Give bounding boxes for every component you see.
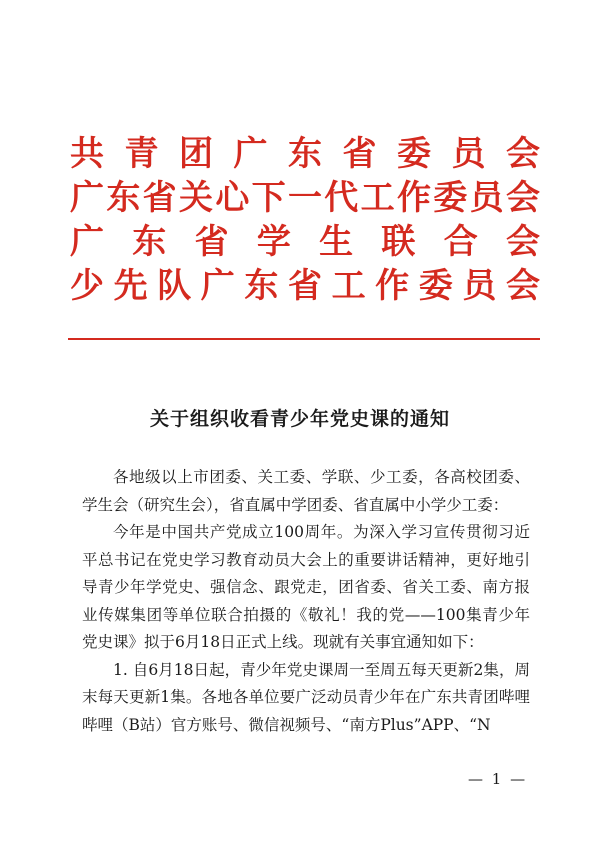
org-line-4: 少 先 队 广 东 省 工 作 委 员 会	[70, 266, 540, 306]
issuing-organizations	[70, 132, 540, 308]
org-line-3: 广 东 省 学 生 联 合 会	[70, 222, 540, 262]
red-divider	[68, 338, 540, 340]
salutation: 各地级以上市团委、关工委、学联、少工委，各高校团委、学生会（研究生会），省直属中学团委、省直属中小学少工委：	[82, 468, 530, 514]
org-line-1: 共 青 团 广 东 省 委 员 会	[70, 134, 540, 174]
org-line-2: 广 东 省 关 心 下 一 代 工 作 委 员 会	[70, 178, 540, 218]
document-body	[82, 464, 530, 739]
document-title: 关于组织收看青少年党史课的通知	[149, 408, 450, 430]
page-number: — 1 —	[468, 770, 528, 788]
paragraph-2: 1. 自6月18日起，青少年党史课周一至周五每天更新2集，周末每天更新1集。各地各单位要广泛动员青少年在广东共青团哔哩哔哩（B站）官方账号、微信视频号、“南方Plus”APP、“N	[82, 660, 530, 734]
paragraph-1: 今年是中国共产党成立100周年。为深入学习宣传贯彻习近平总书记在党史学习教育动员大会上的重要讲话精神，更好地引导青少年学党史、强信念、跟党走，团省委、省关工委、南方报业传媒集团等单位联合拍摄的《敬礼！我的党——100集青少年党史课》拟于6月18日正式上线。现就有关事宜通知如下：	[82, 523, 530, 651]
